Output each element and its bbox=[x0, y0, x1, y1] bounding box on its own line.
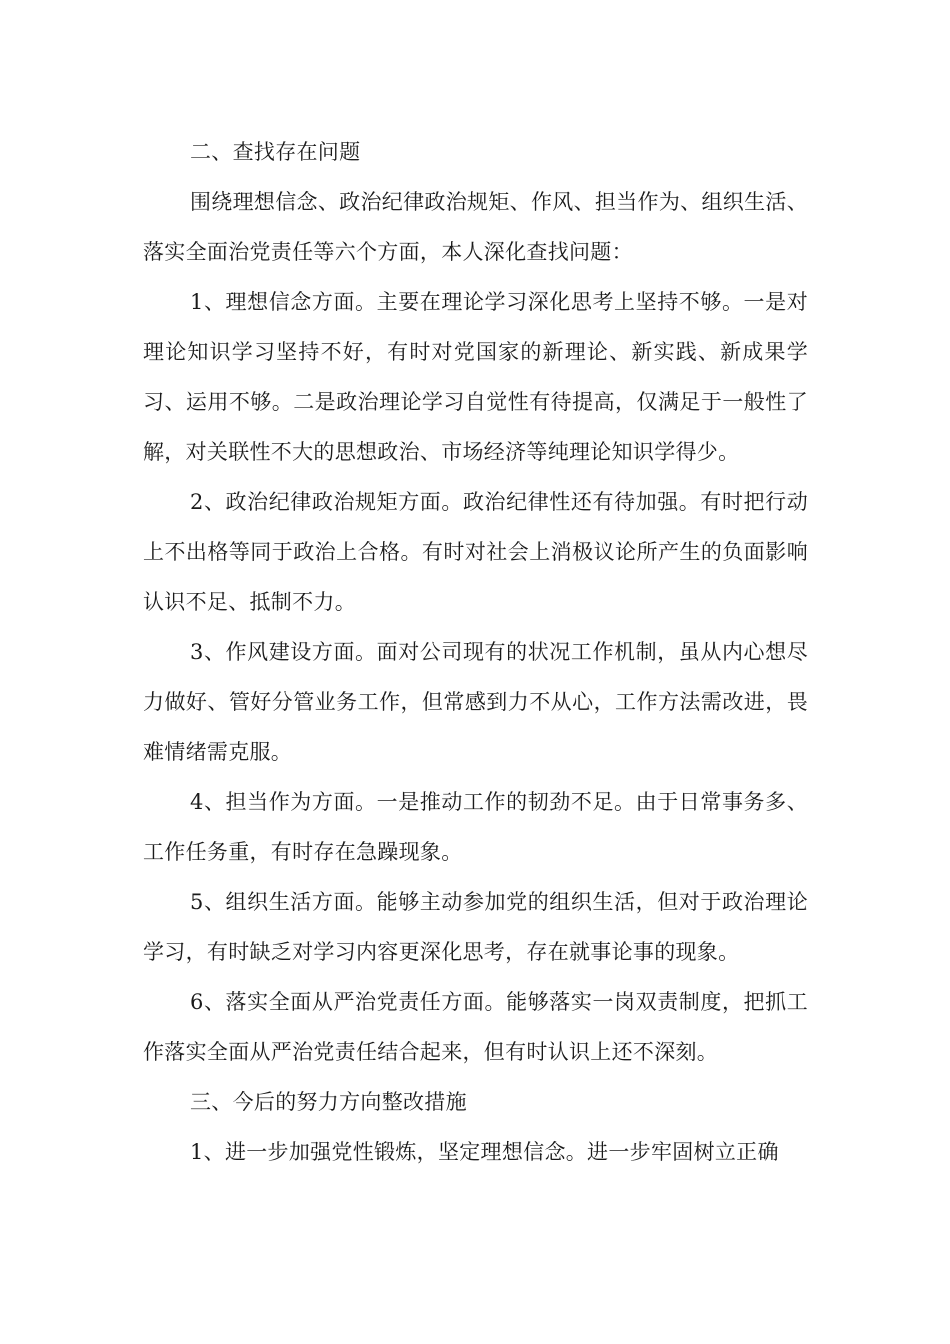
section-heading-problems: 二、查找存在问题 bbox=[190, 140, 361, 164]
section-heading-measures: 三、今后的努力方向整改措施 bbox=[190, 1090, 467, 1114]
paragraph-item-3: 3、作风建设方面。面对公司现有的状况工作机制，虽从内心想尽力做好、管好分管业务工作，但常感到力不从心，工作方法需改进，畏难情绪需克服。 bbox=[143, 640, 808, 764]
paragraph-item-2: 2、政治纪律政治规矩方面。政治纪律性还有待加强。有时把行动上不出格等同于政治上合格。有时对社会上消极议论所产生的负面影响认识不足、抵制不力。 bbox=[143, 490, 808, 614]
paragraph-item-4: 4、担当作为方面。一是推动工作的韧劲不足。由于日常事务多、工作任务重，有时存在急躁现象。 bbox=[143, 790, 808, 864]
paragraph-item-6: 6、落实全面从严治党责任方面。能够落实一岗双责制度，把抓工作落实全面从严治党责任结合起来，但有时认识上还不深刻。 bbox=[143, 990, 808, 1064]
paragraph-measure-1: 1、进一步加强党性锻炼，坚定理想信念。进一步牢固树立正确 bbox=[190, 1140, 779, 1164]
paragraph-item-5: 5、组织生活方面。能够主动参加党的组织生活，但对于政治理论学习，有时缺乏对学习内容更深化思考，存在就事论事的现象。 bbox=[143, 890, 808, 964]
document-body bbox=[143, 127, 808, 1177]
paragraph-intro: 围绕理想信念、政治纪律政治规矩、作风、担当作为、组织生活、落实全面治党责任等六个方面，本人深化查找问题： bbox=[143, 190, 808, 264]
paragraph-item-1: 1、理想信念方面。主要在理论学习深化思考上坚持不够。一是对理论知识学习坚持不好，有时对党国家的新理论、新实践、新成果学习、运用不够。二是政治理论学习自觉性有待提高，仅满足于一般性了解，对关联性不大的思想政治、市场经济等纯理论知识学得少。 bbox=[143, 290, 808, 464]
